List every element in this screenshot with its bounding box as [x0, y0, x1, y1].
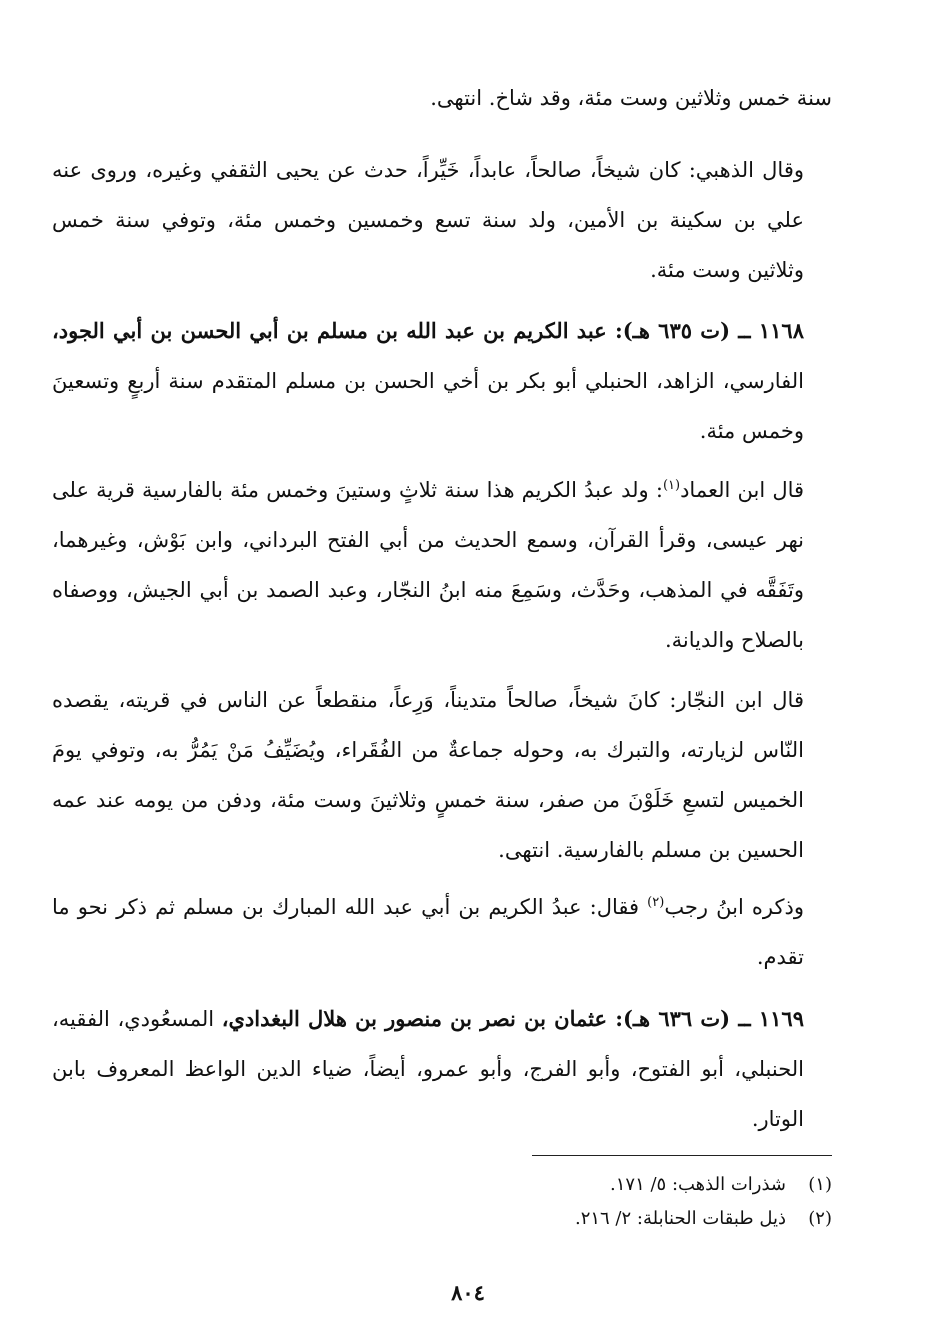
paragraph-ibn-rajab: [52, 882, 832, 982]
footnote-number: (١): [808, 1174, 832, 1195]
footnote-item: [332, 1202, 832, 1236]
paragraph-text: قال ابن النجّار: كانَ شيخاً، صالحاً متديناً، وَرِعاً، منقطعاً عن الناس في قريته، يقصده النّاس لزيارته، والتبرك به، وحوله جماعةٌ من الفُقَراء، ويُضَيِّفُ مَنْ يَمُرُّ به، وتوفي يومَ الخميس لتسعِ خَلَوْنَ من صفر، سنة خمسٍ وثلاثينَ وست مئة، ودفن من يومه عند عمه الحسين بن مسلم بالفارسية. انتهى.: [52, 688, 804, 862]
entry-text: المسعُودي، الفقيه، الحنبلي، أبو الفتوح، وأبو الفرج، وأبو عمرو، أيضاً، ضياء الدين الواعظ المعروف بابن الوتار.: [52, 1007, 804, 1131]
page-number: ٨٠٤: [451, 1280, 485, 1305]
paragraph-text: سنة خمس وثلاثين وست مئة، وقد شاخ. انتهى.: [430, 86, 832, 110]
paragraph-text-rest: : ولد عبدُ الكريم هذا سنة ثلاثٍ وستينَ وخمس مئة بالفارسية قرية على نهر عيسى، وقرأ القرآن، وسمع الحديث من أبي الفتح البرداني، وابن بَوْش، وغيرهما، وتَفَقَّه في المذهب، وحَدَّث، وسَمِعَ منه ابنُ النجّار، وعبد الصمد بن أبي الجيش، ووصفاه بالصلاح والديانة.: [52, 478, 804, 652]
footnote-text: شذرات الذهب: ٥/ ١٧١.: [610, 1174, 786, 1195]
paragraph-text-start: وذكره ابنُ رجب: [664, 895, 804, 919]
footnote-marker[interactable]: (١): [662, 478, 681, 493]
footnote-marker[interactable]: (٢): [647, 895, 665, 910]
paragraph-ibn-al-imad: [52, 465, 832, 665]
entry-1169: [52, 994, 832, 1144]
footnote-divider: [532, 1155, 832, 1156]
paragraph-text: وقال الذهبي: كان شيخاً، صالحاً، عابداً، خَيِّراً، حدث عن يحيى الثقفي وغيره، وروى عنه علي بن سكينة بن الأمين، ولد سنة تسع وخمسين وخمس مئة، وتوفي سنة خمس وثلاثين وست مئة.: [52, 158, 804, 282]
entry-1168: [52, 306, 832, 456]
entry-heading: ١١٦٨ ــ (ت ٦٣٥ هـ): عبد الكريم بن عبد الله بن مسلم بن أبي الحسن بن أبي الجود،: [52, 318, 804, 343]
footnote-text: ذيل طبقات الحنابلة: ٢/ ٢١٦.: [574, 1208, 786, 1229]
footnotes: [332, 1168, 832, 1236]
paragraph-text-rest: فقال: عبدُ الكريم بن أبي عبد الله المبارك بن مسلم ثم ذكر نحو ما تقدم.: [52, 895, 804, 969]
entry-heading: ١١٦٩ ــ (ت ٦٣٦ هـ): عثمان بن نصر بن منصور بن هلال البغدادي،: [221, 1006, 804, 1031]
footnote-number: (٢): [808, 1208, 832, 1229]
entry-text: الفارسي، الزاهد، الحنبلي أبو بكر بن أخي الحسن بن مسلم المتقدم سنة أربعٍ وتسعينَ وخمس مئة.: [52, 369, 804, 443]
paragraph-text-start: قال ابن العماد: [680, 478, 805, 502]
paragraph-continuation: [80, 73, 832, 123]
paragraph-dhahabi-quote: [52, 145, 832, 295]
footnote-item: [332, 1168, 832, 1202]
paragraph-ibn-al-najjar: [52, 675, 832, 875]
